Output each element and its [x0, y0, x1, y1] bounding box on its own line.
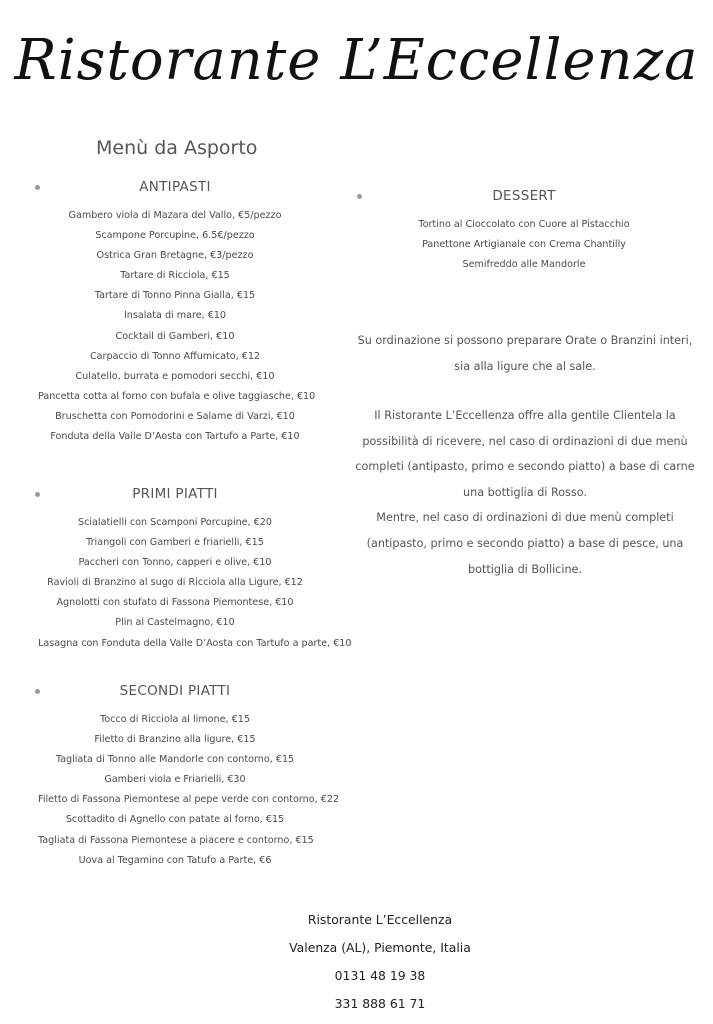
- menu-item: Agnolotti con stufato di Fassona Piemontese, €10: [56, 597, 294, 609]
- menu-item: Tartare di Ricciola, €15: [120, 270, 230, 282]
- note-line: sia alla ligure che al sale.: [454, 359, 596, 373]
- footer-phone-mobile: 331 888 61 71: [334, 996, 426, 1011]
- menu-item: Tortino al Cioccolato con Cuore al Pistacchio: [418, 219, 630, 230]
- section-heading: [38, 176, 312, 198]
- menu-item: Scialatielli con Scamponi Porcupine, €20: [78, 517, 272, 528]
- menu-item: Semifreddo alle Mandorle: [462, 259, 586, 271]
- wine-offer-note: [350, 403, 700, 582]
- menu-item: Lasagna con Fonduta della Valle D’Aosta con Tartufo a parte, €10: [38, 637, 352, 649]
- menu-item: Tocco di Ricciola al limone, €15: [100, 714, 250, 725]
- bullet-icon: [35, 185, 40, 190]
- menu-item: Insalata di mare, €10: [123, 310, 227, 322]
- note-line: una bottiglia di Rosso.: [463, 485, 587, 499]
- menu-item: Gambero viola di Mazara del Vallo, €5/pezzo: [68, 210, 282, 221]
- menu-item: Tartare di Tonno Pinna Gialla, €15: [94, 290, 256, 302]
- section-heading: [38, 483, 312, 505]
- menu-item: Panettone Artigianale con Crema Chantilly: [422, 239, 626, 251]
- note-line: bottiglia di Bollicine.: [468, 562, 582, 576]
- menu-item: Filetto di Fassona Piemontese al pepe verde con contorno, €22: [38, 794, 340, 806]
- section-heading: [360, 185, 688, 207]
- footer-address: Valenza (AL), Piemonte, Italia: [289, 940, 471, 955]
- menu-item: Plin al Castelmagno, €10: [115, 617, 235, 629]
- menu-item: Uova al Tegamino con Tatufo a Parte, €6: [78, 854, 272, 866]
- menu-item: Paccheri con Tonno, capperi e olive, €10: [78, 557, 272, 569]
- menu-item: Cocktail di Gamberi, €10: [115, 330, 235, 342]
- section-title: SECONDI PIATTI: [119, 683, 231, 699]
- section-antipasti: [38, 176, 316, 447]
- whole-fish-note: [350, 328, 700, 379]
- section-primi-piatti: [38, 483, 352, 654]
- menu-item: Carpaccio di Tonno Affumicato, €12: [89, 350, 261, 362]
- contact-footer: [230, 906, 530, 1018]
- note-line: possibilità di ricevere, nel caso di ordinazioni di due menù: [362, 434, 688, 448]
- menu-item: Fonduta della Valle D’Aosta con Tartufo a Parte, €10: [50, 431, 300, 443]
- note-line: Su ordinazione si possono preparare Orate o Branzini interi,: [357, 334, 693, 347]
- section-dessert: [360, 185, 688, 275]
- menu-item: Bruschetta con Pomodorini e Salame di Varzi, €10: [55, 410, 295, 422]
- menu-item: Tagliata di Tonno alle Mandorle con contorno, €15: [55, 754, 295, 766]
- menu-item-list: [38, 206, 316, 447]
- menu-item: Filetto di Branzino alla ligure, €15: [94, 734, 256, 746]
- section-title: DESSERT: [492, 188, 556, 204]
- footer-phone-landline: 0131 48 19 38: [334, 968, 426, 983]
- menu-item: Culatello, burrata e pomodori secchi, €10: [75, 370, 275, 382]
- section-secondi-piatti: [38, 680, 340, 871]
- menu-item-list: [38, 710, 340, 871]
- menu-item-list: [38, 513, 352, 654]
- bullet-icon: [35, 492, 40, 497]
- menu-item: Ostrica Gran Bretagne, €3/pezzo: [96, 250, 254, 262]
- bullet-icon: [35, 689, 40, 694]
- note-line: Il Ristorante L’Eccellenza offre alla gentile Clientela la: [374, 409, 676, 422]
- section-heading: [38, 680, 312, 702]
- bullet-icon: [357, 194, 362, 199]
- menu-item: Scampone Porcupine, 6.5€/pezzo: [95, 230, 255, 242]
- footer-restaurant-name: Ristorante L’Eccellenza: [307, 912, 453, 927]
- section-title: PRIMI PIATTI: [132, 486, 218, 502]
- note-line: (antipasto, primo e secondo piatto) a base di pesce, una: [366, 536, 684, 550]
- menu-item: Tagliata di Fassona Piemontese a piacere e contorno, €15: [38, 834, 314, 846]
- menu-item: Ravioli di Branzino al sugo di Ricciola alla Ligure, €12: [47, 577, 303, 589]
- menu-subtitle: Menù da Asporto: [96, 137, 258, 159]
- menu-item: Gamberi viola e Friarielli, €30: [104, 774, 246, 786]
- section-title: ANTIPASTI: [139, 179, 211, 195]
- menu-item: Triangoli con Gamberi e friarielli, €15: [86, 537, 264, 549]
- menu-item: Scottadito di Agnello con patate al forno, €15: [65, 814, 285, 826]
- note-line: Mentre, nel caso di ordinazioni di due menù completi: [376, 511, 674, 525]
- restaurant-title: Ristorante L’Eccellenza: [14, 28, 699, 93]
- menu-item-list: [360, 215, 688, 275]
- note-line: completi (antipasto, primo e secondo piatto) a base di carne: [355, 460, 695, 474]
- menu-item: Pancetta cotta al forno con bufala e olive taggiasche, €10: [38, 390, 316, 402]
